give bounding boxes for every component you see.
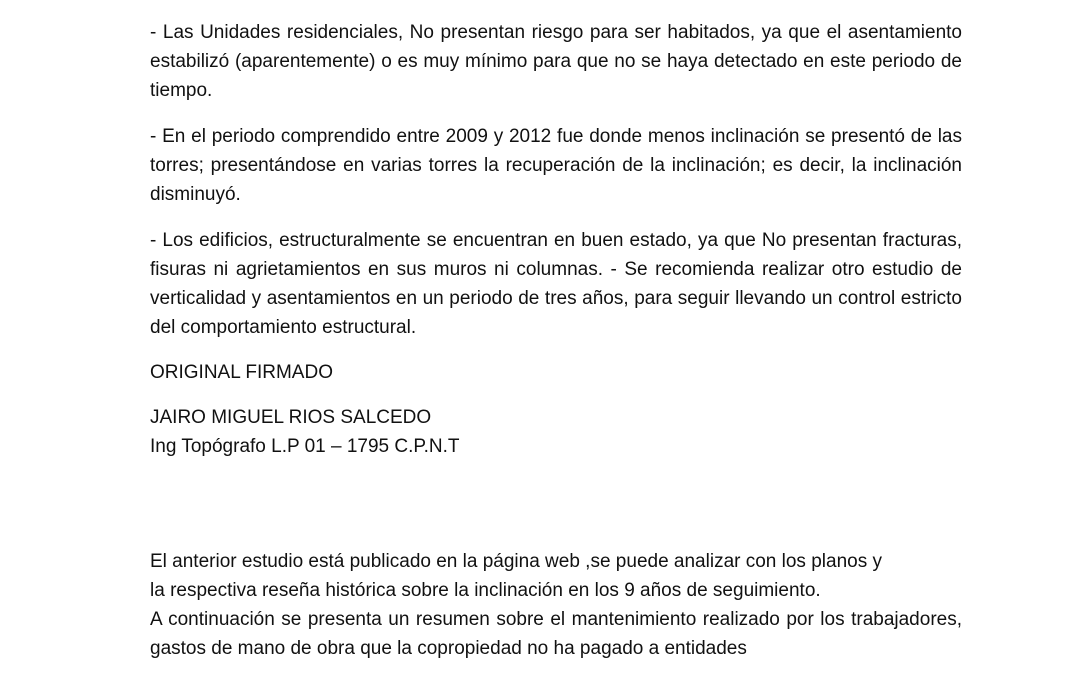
signer-block [150, 403, 962, 461]
study-published-line-1: El anterior estudio está publicado en la página web ,se puede analizar con los planos y [150, 551, 882, 572]
document-body [150, 18, 962, 663]
signer-title: Ing Topógrafo L.P 01 – 1795 C.P.N.T [150, 436, 460, 457]
signature-status: ORIGINAL FIRMADO [150, 362, 333, 383]
paragraph-maintenance-summary: A continuación se presenta un resumen sobre el mantenimiento realizado por los trabajadores, gastos de mano de obra que la copropiedad no ha pagado a entidades [150, 609, 962, 659]
study-published-line-2: la respectiva reseña histórica sobre la inclinación en los 9 años de seguimiento. [150, 580, 821, 601]
signer-name: JAIRO MIGUEL RIOS SALCEDO [150, 407, 432, 428]
paragraph-buildings-structure: - Los edificios, estructuralmente se encuentran en buen estado, ya que No presentan fracturas, fisuras ni agrietamientos en sus muros ni columnas. - Se recomienda realizar otro estudio de verticalidad y asentamientos en un periodo de tres años, para seguir llevando un control estricto del comportamiento estructural. [150, 230, 962, 338]
paragraph-residential-units: - Las Unidades residenciales, No presentan riesgo para ser habitados, ya que el asentamiento estabilizó (aparentemente) o es muy mínimo para que no se haya detectado en este periodo de tiempo. [150, 22, 962, 101]
paragraph-study-published [150, 547, 962, 605]
paragraph-inclination-period: - En el periodo comprendido entre 2009 y 2012 fue donde menos inclinación se presentó de las torres; presentándose en varias torres la recuperación de la inclinación; es decir, la inclinación disminuyó. [150, 126, 962, 205]
spacer [150, 461, 962, 547]
